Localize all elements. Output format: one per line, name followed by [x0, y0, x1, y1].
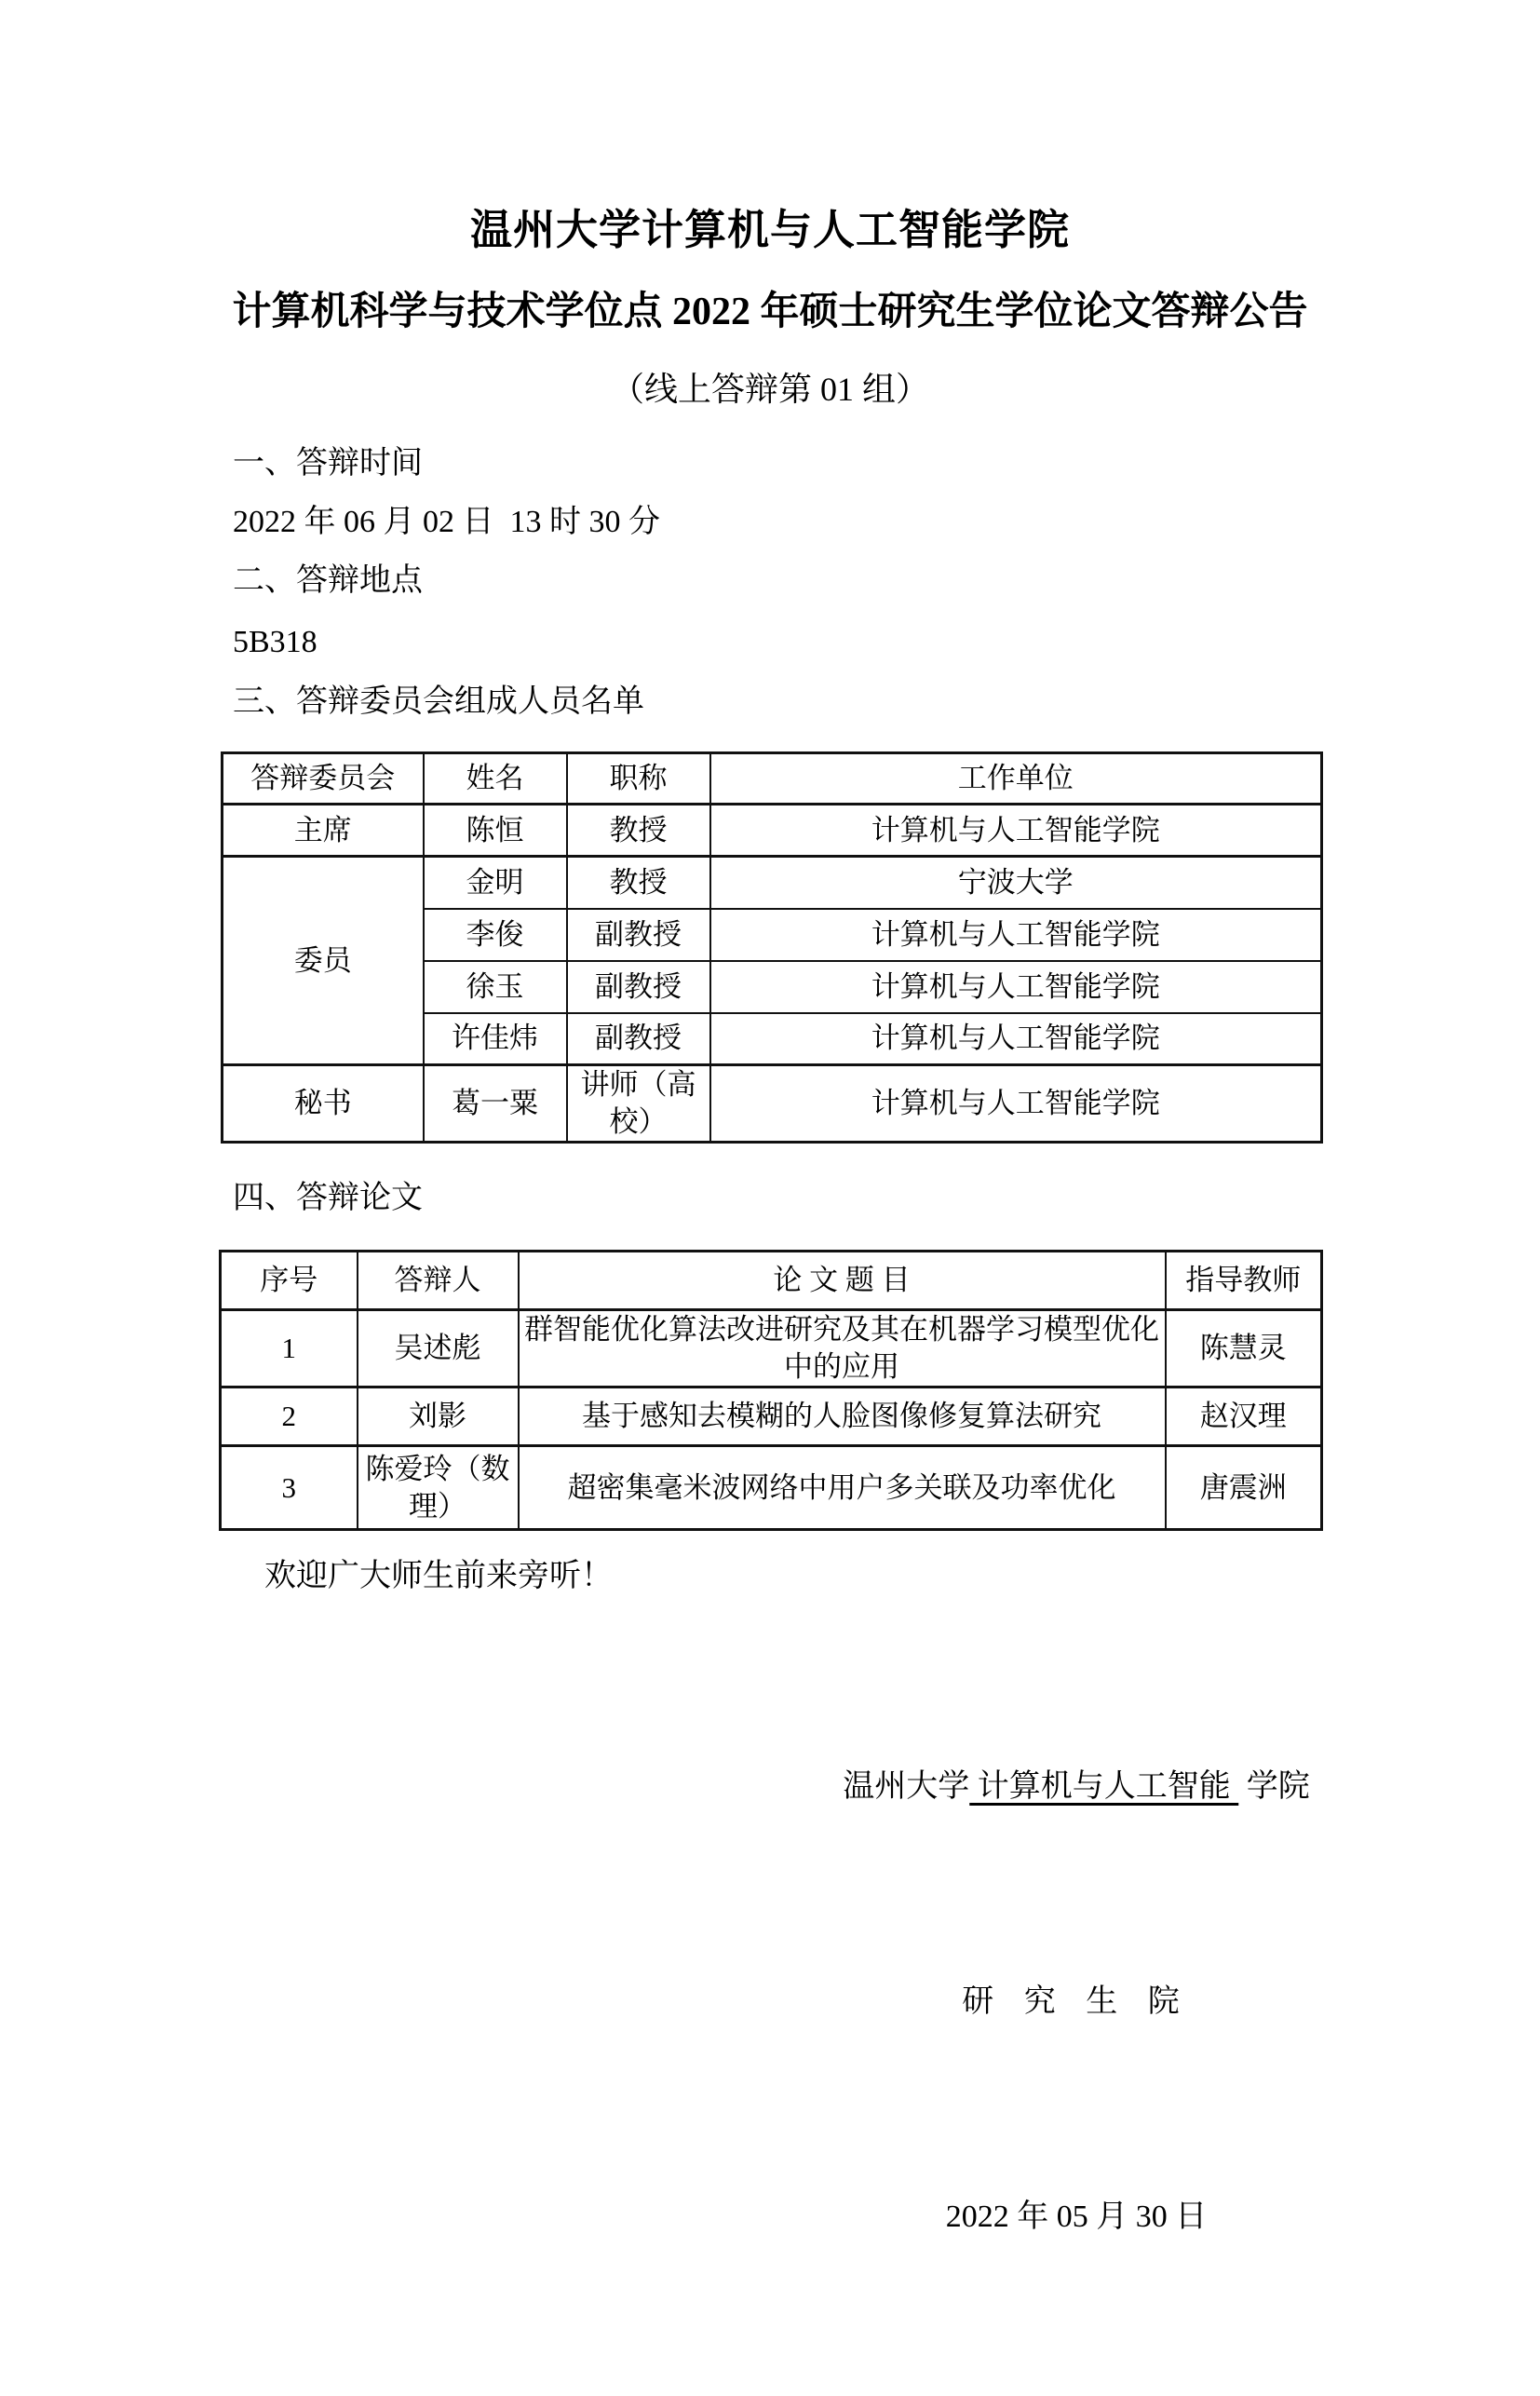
section4-heading: 四、答辩论文 — [233, 1181, 423, 1215]
advisor-col-header: 指导教师 — [1166, 1252, 1322, 1310]
name-col-header: 姓名 — [424, 753, 567, 805]
advisor-name: 唐震洲 — [1166, 1446, 1322, 1530]
secretary-name: 葛一粟 — [424, 1065, 567, 1143]
document-subtitle: 计算机科学与技术学位点 2022 年硕士研究生学位论文答辩公告 — [232, 291, 1308, 333]
member-title: 副教授 — [567, 961, 710, 1013]
committee-col-header: 答辩委员会 — [223, 753, 424, 805]
thesis-table — [219, 1250, 1323, 1531]
thesis-row — [221, 1446, 1322, 1530]
defender-col-header: 答辩人 — [358, 1252, 519, 1310]
secretary-role: 秘书 — [223, 1065, 424, 1143]
secretary-org: 计算机与人工智能学院 — [710, 1065, 1322, 1143]
member-name: 金明 — [424, 857, 567, 909]
thesis-no: 1 — [221, 1310, 358, 1388]
no-col-header: 序号 — [221, 1252, 358, 1310]
thesis-no: 3 — [221, 1446, 358, 1530]
thesis-row — [221, 1388, 1322, 1446]
member-name: 徐玉 — [424, 961, 567, 1013]
defender-name: 陈爱玲（数理） — [358, 1446, 519, 1530]
thesis-title: 超密集毫米波网络中用户多关联及功率优化 — [519, 1446, 1166, 1530]
member-name: 许佳炜 — [424, 1013, 567, 1065]
advisor-name: 陈慧灵 — [1166, 1310, 1322, 1388]
chair-row — [223, 805, 1322, 857]
member-title: 副教授 — [567, 909, 710, 961]
signature-date: 2022 年 05 月 30 日 — [945, 2200, 1208, 2234]
thesis-header-row — [221, 1252, 1322, 1310]
group-note: （线上答辩第 01 组） — [610, 371, 929, 408]
document-title: 温州大学计算机与人工智能学院 — [469, 207, 1070, 253]
committee-header-row — [223, 753, 1322, 805]
defense-time: 2022 年 06 月 02 日 13 时 30 分 — [233, 505, 660, 539]
signature-university: 温州大学 — [843, 1769, 970, 1804]
member-title: 教授 — [567, 857, 710, 909]
chair-role: 主席 — [223, 805, 424, 857]
chair-org: 计算机与人工智能学院 — [710, 805, 1322, 857]
secretary-row — [223, 1065, 1322, 1143]
thesis-row — [221, 1310, 1322, 1388]
defender-name: 吴述彪 — [358, 1310, 519, 1388]
member-org: 计算机与人工智能学院 — [710, 1013, 1322, 1065]
thesis-title: 群智能优化算法改进研究及其在机器学习模型优化中的应用 — [519, 1310, 1166, 1388]
member-name: 李俊 — [424, 909, 567, 961]
member-row — [223, 857, 1322, 909]
thesis-col-header: 论 文 题 目 — [519, 1252, 1166, 1310]
section3-heading: 三、答辩委员会组成人员名单 — [233, 684, 644, 719]
member-role: 委员 — [223, 857, 424, 1065]
member-title: 副教授 — [567, 1013, 710, 1065]
defense-place: 5B318 — [233, 625, 317, 659]
member-org: 计算机与人工智能学院 — [710, 961, 1322, 1013]
welcome-line: 欢迎广大师生前来旁听！ — [264, 1559, 613, 1593]
chair-name: 陈恒 — [424, 805, 567, 857]
section2-heading: 二、答辩地点 — [233, 563, 423, 598]
signature-college-underlined: 计算机与人工智能 — [969, 1769, 1239, 1804]
thesis-no: 2 — [221, 1388, 358, 1446]
member-org: 计算机与人工智能学院 — [710, 909, 1322, 961]
thesis-title: 基于感知去模糊的人脸图像修复算法研究 — [519, 1388, 1166, 1446]
chair-title: 教授 — [567, 805, 710, 857]
section1-heading: 一、答辩时间 — [233, 446, 423, 481]
title-col-header: 职称 — [567, 753, 710, 805]
advisor-name: 赵汉理 — [1166, 1388, 1322, 1446]
signature-college-line — [829, 1751, 1324, 1822]
defender-name: 刘影 — [358, 1388, 519, 1446]
secretary-title: 讲师（高校） — [567, 1065, 710, 1143]
signature-graduate-school: 研 究 生 院 — [962, 1984, 1191, 2019]
org-col-header: 工作单位 — [710, 753, 1322, 805]
member-org: 宁波大学 — [710, 857, 1322, 909]
signature-college-suffix: 学院 — [1238, 1769, 1310, 1804]
signature-block — [829, 1607, 1324, 2396]
committee-table — [221, 751, 1323, 1144]
